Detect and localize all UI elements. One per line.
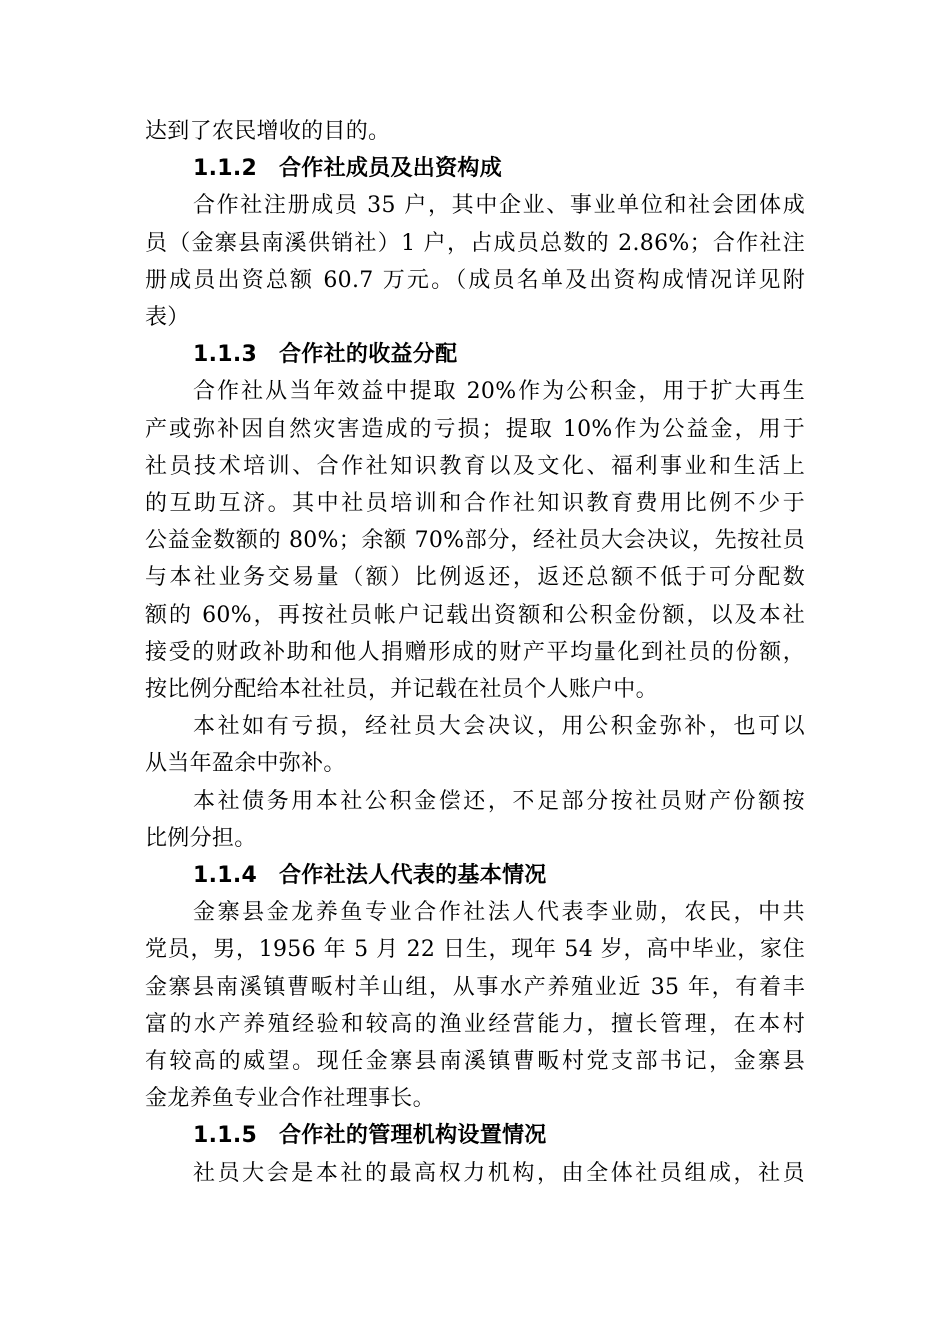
paragraph-line: 金龙养鱼专业合作社理事长。 — [145, 1086, 435, 1112]
paragraph-line: 从当年盈余中弥补。 — [145, 751, 346, 777]
section-title: 合作社的管理机构设置情况 — [279, 1123, 547, 1149]
paragraph-line: 员（金寨县南溪供销社）1 户，占成员总数的 2.86%；合作社注 — [145, 230, 805, 256]
paragraph-line: 社员技术培训、合作社知识教育以及文化、福利事业和生活上 — [145, 453, 805, 479]
section-number: 1.1.5 — [193, 1123, 258, 1149]
paragraph-line: 本社如有亏损，经社员大会决议，用公积金弥补，也可以 — [193, 714, 805, 740]
paragraph-line: 的互助互济。其中社员培训和合作社知识教育费用比例不少于 — [145, 491, 805, 516]
paragraph-line: 额的 60%，再按社员帐户记载出资额和公积金份额，以及本社 — [145, 602, 805, 628]
section-title: 合作社的收益分配 — [279, 342, 458, 368]
paragraph-line: 本社债务用本社公积金偿还，不足部分按社员财产份额按 — [193, 788, 805, 814]
section-number: 1.1.4 — [193, 863, 258, 888]
paragraph-line: 表） — [145, 305, 190, 330]
paragraph-line: 公益金数额的 80%；余额 70%部分，经社员大会决议，先按社员 — [145, 528, 805, 554]
section-title: 合作社成员及出资构成 — [279, 156, 503, 182]
paragraph-line: 金寨县金龙养鱼专业合作社法人代表李业勋，农民，中共 — [193, 900, 805, 926]
paragraph-line: 按比例分配给本社社员，并记载在社员个人账户中。 — [145, 677, 658, 702]
section-heading — [193, 337, 853, 373]
paragraph-line: 比例分担。 — [145, 825, 257, 851]
section-number: 1.1.3 — [193, 342, 258, 368]
paragraph-line: 有较高的威望。现任金寨县南溪镇曹畈村党支部书记，金寨县 — [145, 1049, 805, 1074]
paragraph-line: 达到了农民增收的目的。 — [145, 119, 391, 144]
section-heading — [193, 151, 853, 187]
section-heading — [193, 1118, 853, 1154]
paragraph-line: 与本社业务交易量（额）比例返还，返还总额不低于可分配数 — [145, 565, 805, 591]
paragraph-line: 册成员出资总额 60.7 万元。（成员名单及出资构成情况详见附 — [145, 267, 805, 293]
paragraph-line: 社员大会是本社的最高权力机构，由全体社员组成，社员 — [193, 1160, 805, 1186]
paragraph-line: 合作社注册成员 35 户，其中企业、事业单位和社会团体成 — [193, 193, 805, 219]
section-number: 1.1.2 — [193, 156, 258, 182]
paragraph-line: 合作社从当年效益中提取 20%作为公积金，用于扩大再生 — [193, 379, 805, 405]
paragraph-line: 金寨县南溪镇曹畈村羊山组，从事水产养殖业近 35 年，有着丰 — [145, 974, 805, 1000]
section-title: 合作社法人代表的基本情况 — [279, 863, 547, 888]
paragraph-line: 接受的财政补助和他人捐赠形成的财产平均量化到社员的份额， — [145, 639, 805, 665]
section-heading — [193, 858, 853, 894]
paragraph-line: 富的水产养殖经验和较高的渔业经营能力，擅长管理，在本村 — [145, 1011, 805, 1037]
paragraph-line: 党员，男，1956 年 5 月 22 日生，现年 54 岁，高中毕业，家住 — [145, 937, 805, 963]
paragraph-line: 产或弥补因自然灾害造成的亏损；提取 10%作为公益金，用于 — [145, 416, 805, 442]
